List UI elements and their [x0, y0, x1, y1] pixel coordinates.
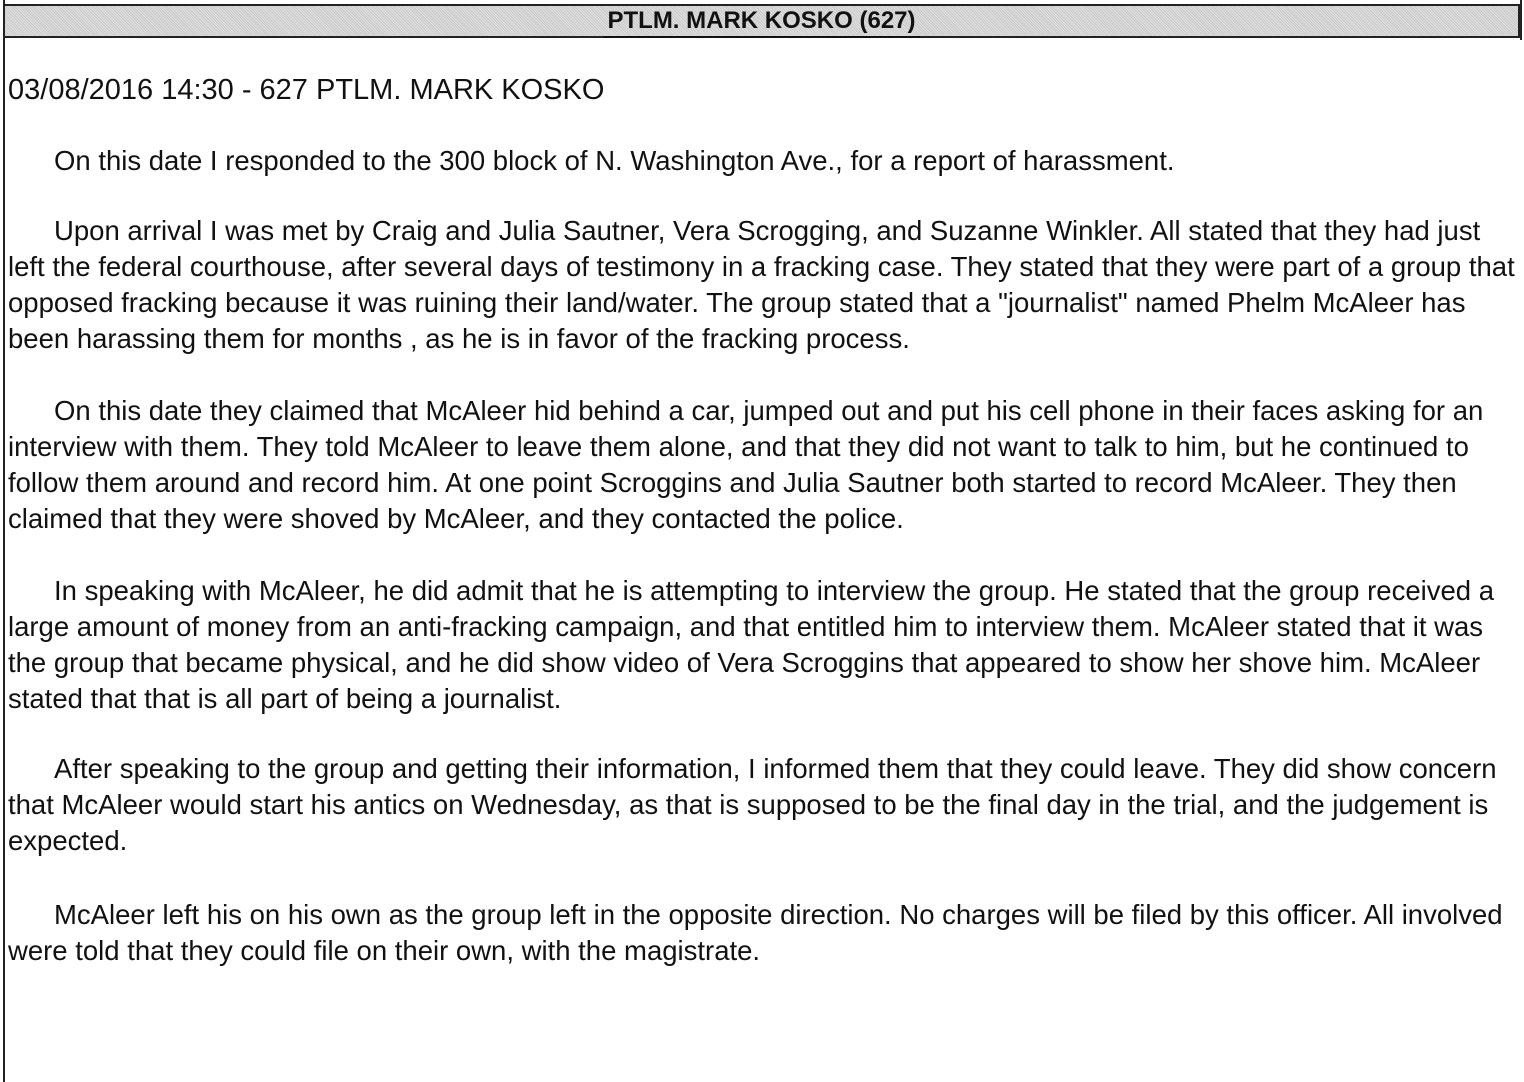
narrative-paragraph: In speaking with McAleer, he did admit that he is attempting to interview the group. He stated that the group received a large amount of money from an anti-fracking campaign, and that entitled him to interview them. McAleer stated that it was the group that became physical, and he did show video of Vera Scroggins that appeared to show her shove him. McAleer stated that that is all part of being a journalist. [8, 575, 1494, 714]
narrative-paragraph: After speaking to the group and getting their information, I informed them that they could leave. They did show concern that McAleer would start his antics on Wednesday, as that is supposed to be the final day in the trial, and the judgement is expected. [8, 753, 1497, 856]
entry-heading: 03/08/2016 14:30 - 627 PTLM. MARK KOSKO [8, 74, 605, 106]
left-border-rule [3, 0, 5, 1082]
narrative-body [8, 143, 1518, 969]
narrative-paragraph: McAleer left his on his own as the group left in the opposite direction. No charges will be filed by this officer. All involved were told that they could file on their own, with the magistrate. [8, 899, 1503, 966]
right-border-rule [1520, 0, 1522, 40]
narrative-paragraph: On this date I responded to the 300 block of N. Washington Ave., for a report of harassment. [54, 145, 1175, 176]
officer-header-title: PTLM. MARK KOSKO (627) [603, 6, 919, 38]
narrative-paragraph: On this date they claimed that McAleer hid behind a car, jumped out and put his cell phone in their faces asking for an interview with them. They told McAleer to leave them alone, and that they did not want to talk to him, but he continued to follow them around and record him. At one point Scroggins and Julia Sautner both started to record McAleer. They then claimed that they were shoved by McAleer, and they contacted the police. [8, 395, 1484, 534]
narrative-paragraph: Upon arrival I was met by Craig and Julia Sautner, Vera Scrogging, and Suzanne Winkler. All stated that they had just left the federal courthouse, after several days of testimony in a fracking case. They stated that they were part of a group that opposed fracking because it was ruining their land/water. The group stated that a "journalist" named Phelm McAleer has been harassing them for months , as he is in favor of the fracking process. [8, 215, 1515, 354]
officer-header-bar [3, 4, 1520, 38]
